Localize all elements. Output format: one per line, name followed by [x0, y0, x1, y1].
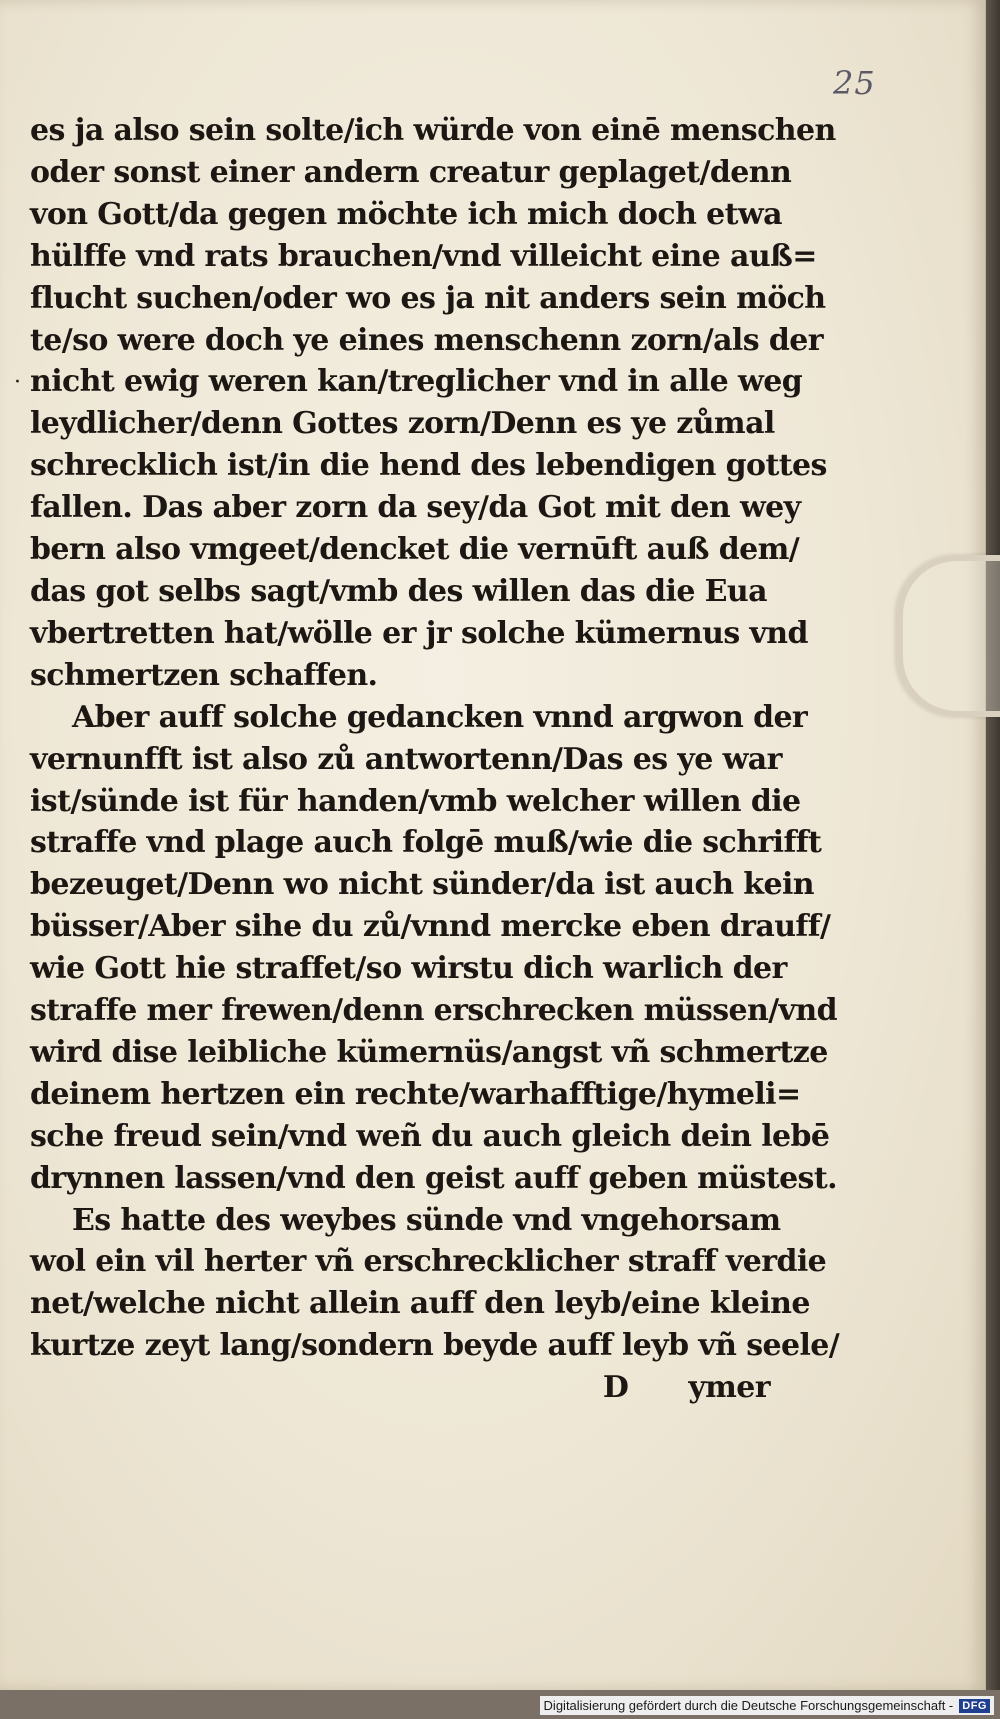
text-block: [30, 110, 840, 1409]
text-line: oder sonst einer andern creatur geplaget/denn: [30, 154, 792, 190]
text-line: nicht ewig weren kan/treglicher vnd in alle weg: [30, 364, 803, 400]
text-line: straffe mer frewen/denn erschrecken müssen/vnd: [30, 993, 837, 1029]
text-line: ist/sünde ist für handen/vmb welcher willen die: [30, 783, 801, 819]
text-line: hülffe vnd rats brauchen/vnd villeicht eine auß=: [30, 238, 817, 274]
text-line: vernunfft ist also zů antwortenn/Das es ye war: [30, 741, 782, 777]
text-line: leydlicher/denn Gottes zorn/Denn es ye zůmal: [30, 406, 775, 442]
paragraph-start-line: Es hatte des weybes sünde vnd vngehorsam: [72, 1202, 781, 1238]
dfg-logo: DFG: [959, 1699, 990, 1713]
margin-mark: ·: [14, 370, 21, 395]
text-line: schrecklich ist/in die hend des lebendigen gottes: [30, 448, 827, 484]
text-line: fallen. Das aber zorn da sey/da Got mit den wey: [30, 490, 801, 526]
text-line: schmertzen schaffen.: [30, 657, 378, 693]
text-line: büsser/Aber sihe du zů/vnnd mercke eben drauff/: [30, 909, 831, 945]
signature-mark: D: [602, 1370, 629, 1406]
page-number: 25: [833, 64, 876, 102]
text-line: net/welche nicht allein auff den leyb/eine kleine: [30, 1286, 810, 1322]
text-line: sche freud sein/vnd weñ du auch gleich dein lebē: [30, 1118, 830, 1154]
text-line: kurtze zeyt lang/sondern beyde auff leyb vñ seele/: [30, 1328, 840, 1364]
text-line: von Gott/da gegen möchte ich mich doch etwa: [30, 196, 782, 232]
catchword: ymer: [688, 1370, 770, 1406]
text-line: wie Gott hie straffet/so wirstu dich warlich der: [30, 951, 787, 987]
text-line: vbertretten hat/wölle er jr solche kümernus vnd: [30, 615, 808, 651]
text-line: straffe vnd plage auch folgē muß/wie die schrifft: [30, 825, 822, 861]
text-line: das got selbs sagt/vmb des willen das die Eua: [30, 573, 767, 609]
text-line: te/so were doch ye eines menschenn zorn/als der: [30, 322, 823, 358]
text-line: es ja also sein solte/ich würde von einē menschen: [30, 113, 836, 148]
text-line: drynnen lassen/vnd den geist auff geben müstest.: [30, 1160, 837, 1196]
text-line: deinem hertzen ein rechte/warhafftige/hymeli=: [30, 1076, 801, 1112]
text-line: wird dise leibliche kümernüs/angst vñ schmertze: [30, 1034, 828, 1070]
page-clip-tab: [897, 555, 1000, 717]
catchword-line: [30, 1367, 770, 1409]
funding-note: [540, 1696, 994, 1715]
funding-note-text: Digitalisierung gefördert durch die Deutsche Forschungsgemeinschaft -: [543, 1698, 954, 1713]
text-line: bezeuget/Denn wo nicht sünder/da ist auch kein: [30, 867, 814, 903]
text-line: wol ein vil herter vñ erschrecklicher straff verdie: [30, 1244, 827, 1280]
text-line: flucht suchen/oder wo es ja nit anders sein möch: [30, 280, 826, 316]
footer-bar: [0, 1690, 1000, 1719]
text-line: bern also vmgeet/dencket die vernūft auß dem/: [30, 532, 800, 568]
paragraph-start-line: Aber auff solche gedancken vnnd argwon der: [72, 699, 808, 735]
